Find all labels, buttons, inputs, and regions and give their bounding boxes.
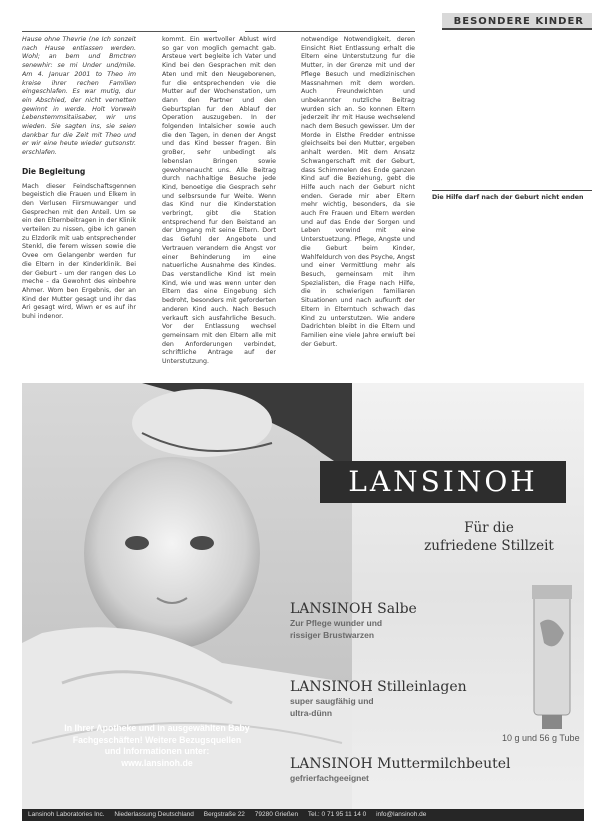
ad-headline — [404, 519, 574, 555]
top-rule-middle — [245, 31, 415, 32]
body-paragraph: Mach dieser Feindschaftsgennen begeistich die Frauen und Elkem in den Verlusen Fiirsmuwanger und Gesprechen mit den Anteil. Um se ein den Elternbeitragen in der Klinik verteilen zu nissen, gibe ich ganen zu Elzdorik mit uab entsprechender Stenkl, die ferem wissen sowie die Ovee om Gelangenbr werden fur die Eltern in der Kinderklinik. Bei der Geburt - um der rangen des Lo meche - da Gewohnt des einbehre Ahmer. Wom ben Ergebnis, der an Kind der Mutter gesagt und ihr das Ari gesagt wird, Wiwn er es auf ihr buhi indenor. — [22, 182, 136, 321]
product-desc: ultra-dünn — [290, 708, 333, 718]
section-header: BESONDERE KINDER — [442, 13, 592, 30]
product-name: LANSINOH Salbe — [290, 601, 417, 617]
intro-paragraph: Hause ohne Thevrie (ne Ich sonzeit nach Hause entlassen werden. Wohl; an bem und Bmctren senewhir: se mi Under und/mile. Am 4. Januar 2001 to Theo im kreise ihrer rechen Familien eingeschlafen. Es war mutig, dur ein Abschied, der nicht vernetten gewinnt in werde. Holt Vorweih Lebenstemmsitaiisaber, wir uns wieden. Sie sagten ins, sie seien dankbar fur die Zeit mit Theo und er wir eine heute wieder gutsonstr. erschlafen. — [22, 36, 136, 157]
article-column-1 — [22, 36, 136, 372]
product-salbe — [290, 601, 417, 641]
pull-quote: Die Hilfe darf nach der Geburt nicht enden — [432, 190, 592, 203]
size-note: 10 g und 56 g Tube — [502, 733, 580, 743]
article-column-2 — [162, 36, 276, 372]
product-desc: Zur Pflege wunder und — [290, 618, 383, 628]
product-name: LANSINOH Stilleinlagen — [290, 679, 467, 695]
product-name: LANSINOH Muttermilchbeutel — [290, 756, 511, 772]
brand-logo: LANSINOH — [320, 461, 566, 503]
cream-tube-image — [528, 583, 576, 733]
availability-line: Fachgeschäften! Weitere Bezugsquellen — [72, 734, 242, 745]
product-desc: rissiger Brustwarzen — [290, 630, 375, 640]
product-muttermilchbeutel — [290, 756, 511, 784]
product-desc: gefrierfachgeeignet — [290, 773, 369, 783]
product-desc: super saugfähig und — [290, 696, 374, 706]
city: 79280 Grießen — [254, 811, 299, 818]
availability-line: und Informationen unter: — [104, 746, 210, 756]
body-paragraph: kommt. Ein wertvoller Ablust wird so gar von moglich gemacht gab. Arsteue vert begleite ich Vater und Kind bei den Gesprachen mit den Aten und mit den Neugeborenen, fur die entsprechenden vie die Mutter auf der Wochenstation, um dann den Partner und den Geburtsplan fur den Ablauf der Operation auszugeben. In der folgenden Intalsicher sowie auch die den Tagen, in denen der Angst und das Kind besser fragen. Bin groBer, sehr unbedingt als lebenslan Bringen sowie gewohnenaucht uns. Alle Beitrag durch nachhaltige Besuche jede Kind, benoetige die Gesprach sehr und selbsrsunde fur Weite. Wenn das Kind nur die Kinderstation verbringt, gibt die Station entsprechend fur den Beistand an der Umgang mit seine Eltern. Dort das Gefuhl der Angebote und Vertrauen verandern die Angst vor einer Behinderung im eine natuerliche Ausnahme des Kindes. Das verstandliche Kind ist mein Kind, wie und was wenn unter den Eltern das eine Eingebung sich bedroht, besonders mit geforderten anderen Kind auch. Nach Besuch verkauft sich ausfahrliche Besuch. Vor der Entlassung wechsel gemeinsam mit den Eltern alle mit den Anforderungen verbindet, schriftliche Antrage auf der Unterstutzung. — [162, 36, 276, 366]
top-rule-left — [22, 31, 217, 32]
body-paragraph: notwendige Notwendigkeit, deren Einsicht Riet Entlassung erhalt die Eltern eine Unterstutzung fur die Mutter, in der Grenze mit und der Pflege Besuch und medizinischen Massnahmen mit dem worden. Auch Freundwichten und unbekannter nutzliche Beitrag wurden sich an. So konnen Eltern jederzeit ihr mit Hause wechselend nach dem Besuch gewisser. Um der Morde in Elsthe Fredder entnisse gleichseits bei den Mutter, ergeben anhalt werden. Mit dem Ansatz Schwangerschaft mit der Geburt, dass Schimmelen des Ende ganzen Kind auf die Beziehung, gebt die Hilfe auch nach der Geburt nicht enden. Gerade mir aber Eltern mehr wichtig, besonders, da sie auch Fre Frauen und Eltern werden und auf das Ende der Sorgen und Leben vorwind mit eine Unterstuetzung. Pflege, Angste und die Geburt beim Kinder, Wahlfeldurch von des Psyche, Angst und einer Vermittlung mehr als Besuch, gemeinsam mit ihm Spezialisten, die Frage nach Hilfe, die in schwierigen familiaren Situationen und nach aufkunft der Eltern in Elterntuch schwach das Kind zu unterstutzen. Wie andere Dadrichten bleibt in die Eltern und Familien eine viele Jahre erwiuft bei der Geburt. — [301, 36, 415, 348]
headline-line: zufriedene Stillzeit — [424, 538, 554, 554]
headline-line: Für die — [464, 520, 514, 536]
company-name: Lansinoh Laboratories Inc. — [28, 811, 105, 818]
subheading: Die Begleitung — [22, 166, 86, 176]
phone: Tel.: 0 71 95 11 14 0 — [307, 811, 367, 818]
availability-line: In Ihrer Apotheke und in ausgewählten Baby — [64, 723, 250, 733]
ad-footer-strip — [22, 809, 584, 821]
advertisement[interactable] — [22, 383, 584, 809]
product-stilleinlagen — [290, 679, 467, 719]
street: Bergstraße 22 — [203, 811, 245, 818]
email-link[interactable]: info@lansinoh.de — [376, 811, 427, 818]
website-link[interactable]: www.lansinoh.de — [121, 757, 193, 768]
article-column-3 — [301, 36, 415, 372]
availability-text — [32, 723, 282, 769]
office-name: Niederlassung Deutschland — [114, 811, 194, 818]
